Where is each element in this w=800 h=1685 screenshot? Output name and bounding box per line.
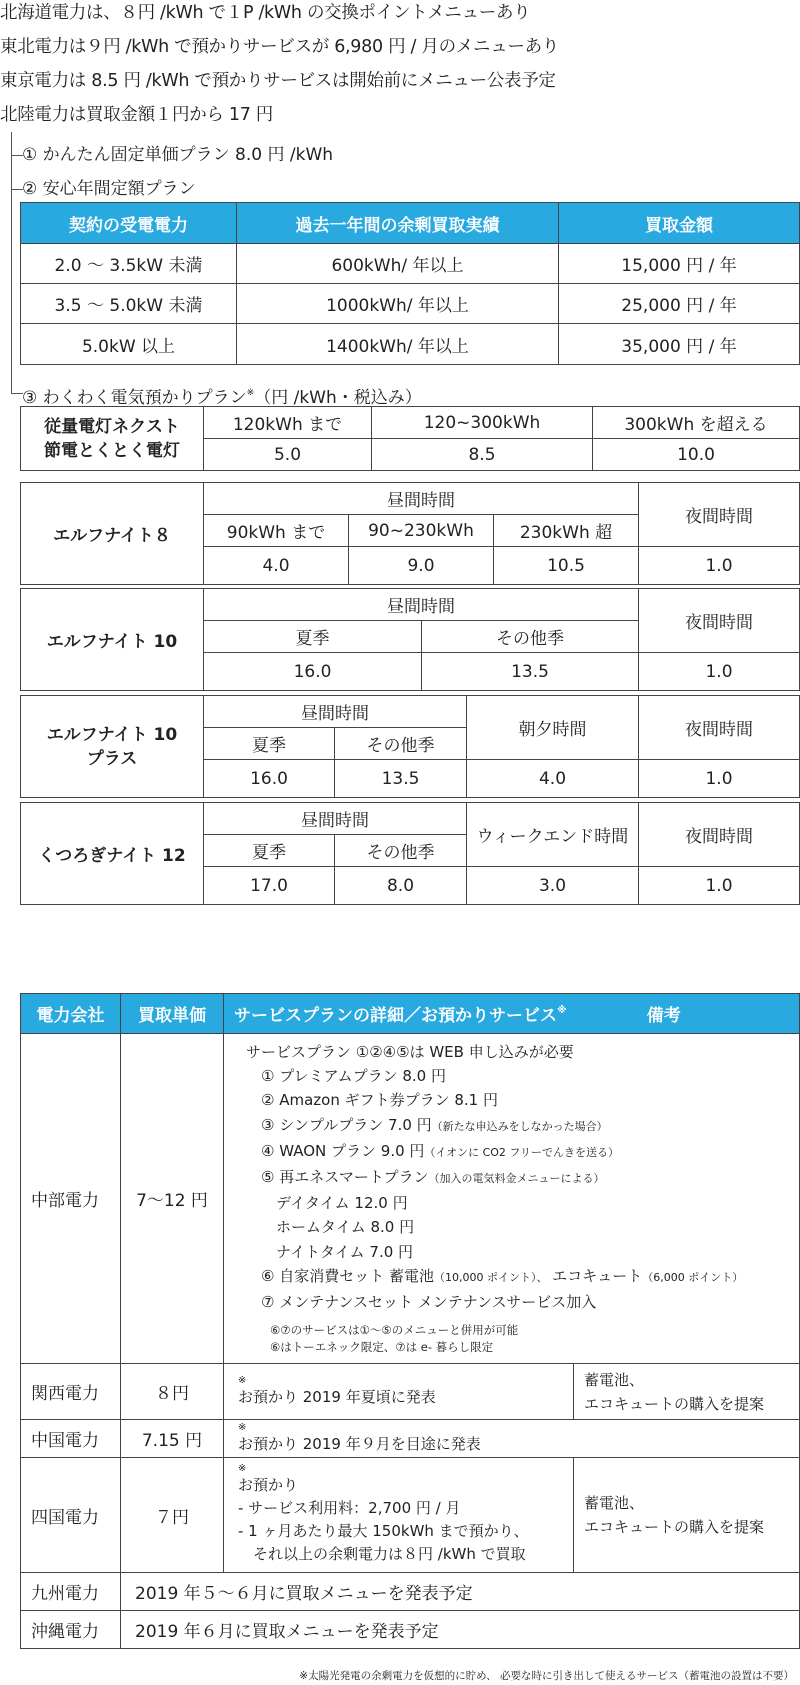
rate-table-kutsurogi12: [20, 802, 800, 905]
plan-name: エルフナイト８: [21, 483, 204, 585]
service-line-note: （10,000 ポイント）、: [434, 1270, 548, 1284]
annual-plan-table: [20, 202, 800, 365]
service-line: ⑦ メンテナンスセット メンテナンスサービス加入: [246, 1293, 597, 1312]
footnote: ※太陽光発電の余剰電力を仮想的に貯め、 必要な時に引き出して使えるサービス（蓄電池の設置は不要）: [299, 1670, 794, 1682]
service-line-note: （イオンに CO2 フリーでんきを送る）: [424, 1145, 619, 1159]
table-row: [21, 1034, 800, 1364]
asterisk-mark: ※: [238, 1463, 247, 1474]
company-name: 沖縄電力: [21, 1611, 121, 1649]
intro-line-hokuriku: 北陸電力は買取金額１円から 17 円: [0, 105, 273, 125]
tree-connector: [11, 132, 12, 393]
table-cell: 15,000 円 / 年: [559, 244, 800, 284]
rate-value: 1.0: [639, 760, 800, 798]
remark-line: 蓄電池、: [584, 1370, 645, 1389]
service-line: お預かり: [238, 1476, 299, 1494]
season-header: その他季: [335, 835, 467, 867]
remark-line: 蓄電池、: [584, 1494, 645, 1512]
service-line-text: エコキュート: [547, 1266, 643, 1285]
nighttime-header: 夜間時間: [639, 696, 800, 760]
rate-table-elfnight8: [20, 482, 800, 585]
table-row: [21, 324, 800, 365]
remark-line: エコキュートの購入を提案: [584, 1394, 765, 1413]
note-header-label: 備考: [646, 1006, 681, 1026]
rate-value: 1.0: [639, 547, 800, 585]
plan-wakuwaku-unit: （円 /kWh・税込み）: [254, 388, 422, 408]
remark-line: エコキュートの購入を提案: [584, 1518, 765, 1536]
intro-line-tohoku: 東北電力は９円 /kWh で預かりサービスが 6,980 円 / 月のメニューあり: [0, 37, 559, 57]
table-row: [21, 244, 800, 284]
service-line-text: ⑥ 自家消費セット 蓄電池: [246, 1266, 434, 1285]
service-line-text: ④ WAON プラン 9.0 円: [246, 1141, 425, 1160]
purchase-price: 7.15 円: [121, 1420, 224, 1458]
table-row: [21, 1458, 800, 1573]
rate-value: 5.0: [204, 439, 372, 471]
tier-header: 120kWh まで: [204, 407, 372, 439]
table-cell: 600kWh/ 年以上: [237, 244, 559, 284]
plan-name-cell: [21, 407, 204, 471]
table-cell: 5.0kW 以上: [21, 324, 237, 365]
intro-line-hokkaido: 北海道電力は、８円 /kWh で１P /kWh の交換ポイントメニューあり: [0, 3, 531, 23]
service-line-note: （加入の電気料金メニューによる）: [428, 1172, 605, 1186]
service-line-note: （6,000 ポイント）: [642, 1270, 744, 1284]
col-header-service: [224, 994, 800, 1034]
tier-header: 230kWh 超: [494, 515, 639, 547]
asterisk-mark: ※: [238, 1375, 247, 1386]
company-name: 四国電力: [21, 1458, 121, 1573]
service-header-label: サービスプランの詳細／お預かりサービス: [234, 1006, 557, 1026]
plan-annual-fixed: ② 安心年間定額プラン: [22, 179, 196, 199]
remarks: [574, 1458, 800, 1573]
service-line: デイタイム 12.0 円: [246, 1194, 408, 1213]
asterisk-mark: ※: [557, 1005, 567, 1016]
service-line: ホームタイム 8.0 円: [246, 1218, 415, 1237]
rate-value: 4.0: [467, 760, 639, 798]
daytime-header: 昼間時間: [204, 803, 467, 835]
company-name: 中国電力: [21, 1420, 121, 1458]
weekend-header: ウィークエンド時間: [467, 803, 639, 867]
purchase-price: 7～12 円: [121, 1034, 224, 1364]
rate-table-next: [20, 406, 800, 471]
table-row: [21, 1573, 800, 1611]
service-line-note: （新たな申込みをしなかった場合）: [431, 1119, 608, 1133]
tier-header: 90~230kWh: [349, 515, 494, 547]
plan-name: 従量電灯ネクスト: [44, 416, 180, 437]
service-line: サービスプラン ①②④⑤は WEB 申し込みが必要: [246, 1043, 574, 1061]
rate-value: 17.0: [204, 867, 335, 905]
table-cell: 25,000 円 / 年: [559, 284, 800, 324]
rate-value: 1.0: [639, 867, 800, 905]
plan-fixed-unit: ① かんたん固定単価プラン 8.0 円 /kWh: [22, 145, 334, 165]
daytime-header: 昼間時間: [204, 589, 639, 621]
nighttime-header: 夜間時間: [639, 483, 800, 547]
intro-line-tokyo: 東京電力は 8.5 円 /kWh で預かりサービスは開始前にメニュー公表予定: [0, 71, 556, 91]
tier-header: 300kWh を超える: [593, 407, 800, 439]
service-text: お預かり 2019 年夏頃に発表: [238, 1388, 436, 1406]
service-line-text: ③ シンプルプラン 7.0 円: [246, 1115, 432, 1134]
service-line: ② Amazon ギフト券プラン 8.1 円: [246, 1091, 498, 1110]
purchase-price: ８円: [121, 1364, 224, 1420]
daytime-header: 昼間時間: [204, 696, 467, 728]
service-line: それ以上の余剰電力は８円 /kWh で買取: [238, 1545, 526, 1563]
morning-evening-header: 朝夕時間: [467, 696, 639, 760]
rate-value: 16.0: [204, 760, 335, 798]
col-header-company: 電力会社: [21, 994, 121, 1034]
service-line: - 1 ヶ月あたり最大 150kWh まで預かり、: [238, 1522, 529, 1540]
plan-name: くつろぎナイト 12: [21, 803, 204, 905]
season-header: その他季: [335, 728, 467, 760]
service-line: [246, 1113, 799, 1139]
table-row: [21, 284, 800, 324]
service-line: [246, 1264, 799, 1290]
table-row: [21, 1420, 800, 1458]
plan-name-cell: [21, 696, 204, 798]
rate-value: 13.5: [422, 653, 639, 691]
season-header: 夏季: [204, 621, 422, 653]
plan-wakuwaku-label: ③ わくわく電気預かりプラン: [22, 388, 247, 408]
service-line: - サービス利用料：2,700 円 / 月: [238, 1499, 461, 1517]
rate-value: 10.5: [494, 547, 639, 585]
service-line: ① プレミアムプラン 8.0 円: [246, 1067, 446, 1086]
rate-table-elfnight10: [20, 588, 800, 691]
table-cell: 35,000 円 / 年: [559, 324, 800, 365]
col-header: 過去一年間の余剰買取実績: [237, 203, 559, 244]
season-header: 夏季: [204, 835, 335, 867]
plan-name: エルフナイト 10: [21, 589, 204, 691]
asterisk-mark: ※: [238, 1422, 247, 1433]
tier-header: 120~300kWh: [372, 407, 593, 439]
company-name: 関西電力: [21, 1364, 121, 1420]
company-name: 中部電力: [21, 1034, 121, 1364]
rate-value: 8.5: [372, 439, 593, 471]
purchase-price: ７円: [121, 1458, 224, 1573]
season-header: その他季: [422, 621, 639, 653]
rate-value: 3.0: [467, 867, 639, 905]
col-header-price: 買取単価: [121, 994, 224, 1034]
table-cell: 3.5 ～ 5.0kW 未満: [21, 284, 237, 324]
company-table: [20, 993, 800, 1649]
plan-name: プラス: [86, 748, 138, 769]
service-detail: [224, 1420, 800, 1458]
table-row: [21, 1364, 800, 1420]
service-line-text: ⑤ 再エネスマートプラン: [246, 1168, 429, 1187]
table-cell: 1000kWh/ 年以上: [237, 284, 559, 324]
service-detail: [224, 1364, 574, 1420]
plan-wakuwaku: [22, 382, 422, 409]
remarks: [574, 1364, 800, 1420]
nighttime-header: 夜間時間: [639, 803, 800, 867]
service-detail: 2019 年６月に買取メニューを発表予定: [121, 1611, 800, 1649]
daytime-header: 昼間時間: [204, 483, 639, 515]
service-text: お預かり 2019 年９月を目途に発表: [238, 1435, 481, 1453]
rate-value: 4.0: [204, 547, 349, 585]
service-line: [246, 1139, 799, 1165]
nighttime-header: 夜間時間: [639, 589, 800, 653]
col-header: 買取金額: [559, 203, 800, 244]
service-detail: [224, 1034, 800, 1364]
service-detail: 2019 年５～６月に買取メニューを発表予定: [121, 1573, 800, 1611]
season-header: 夏季: [204, 728, 335, 760]
plan-name: 節電とくとく電灯: [44, 440, 180, 461]
col-header: 契約の受電電力: [21, 203, 237, 244]
table-row: [21, 1611, 800, 1649]
service-detail: [224, 1458, 574, 1573]
service-line: [246, 1165, 799, 1191]
asterisk-mark: ※: [246, 388, 255, 398]
rate-value: 10.0: [593, 439, 800, 471]
service-note: ⑥はトーエネック限定、⑦は e- 暮らし限定: [270, 1340, 494, 1355]
rate-value: 16.0: [204, 653, 422, 691]
tier-header: 90kWh まで: [204, 515, 349, 547]
service-note: ⑥⑦のサービスは①～⑤のメニューと併用が可能: [270, 1323, 519, 1338]
rate-value: 8.0: [335, 867, 467, 905]
rate-value: 1.0: [639, 653, 800, 691]
plan-name: エルフナイト 10: [46, 724, 178, 745]
table-cell: 2.0 ～ 3.5kW 未満: [21, 244, 237, 284]
service-line: ナイトタイム 7.0 円: [246, 1242, 414, 1261]
company-name: 九州電力: [21, 1573, 121, 1611]
table-cell: 1400kWh/ 年以上: [237, 324, 559, 365]
rate-table-elfnight10-plus: [20, 695, 800, 798]
rate-value: 13.5: [335, 760, 467, 798]
rate-value: 9.0: [349, 547, 494, 585]
